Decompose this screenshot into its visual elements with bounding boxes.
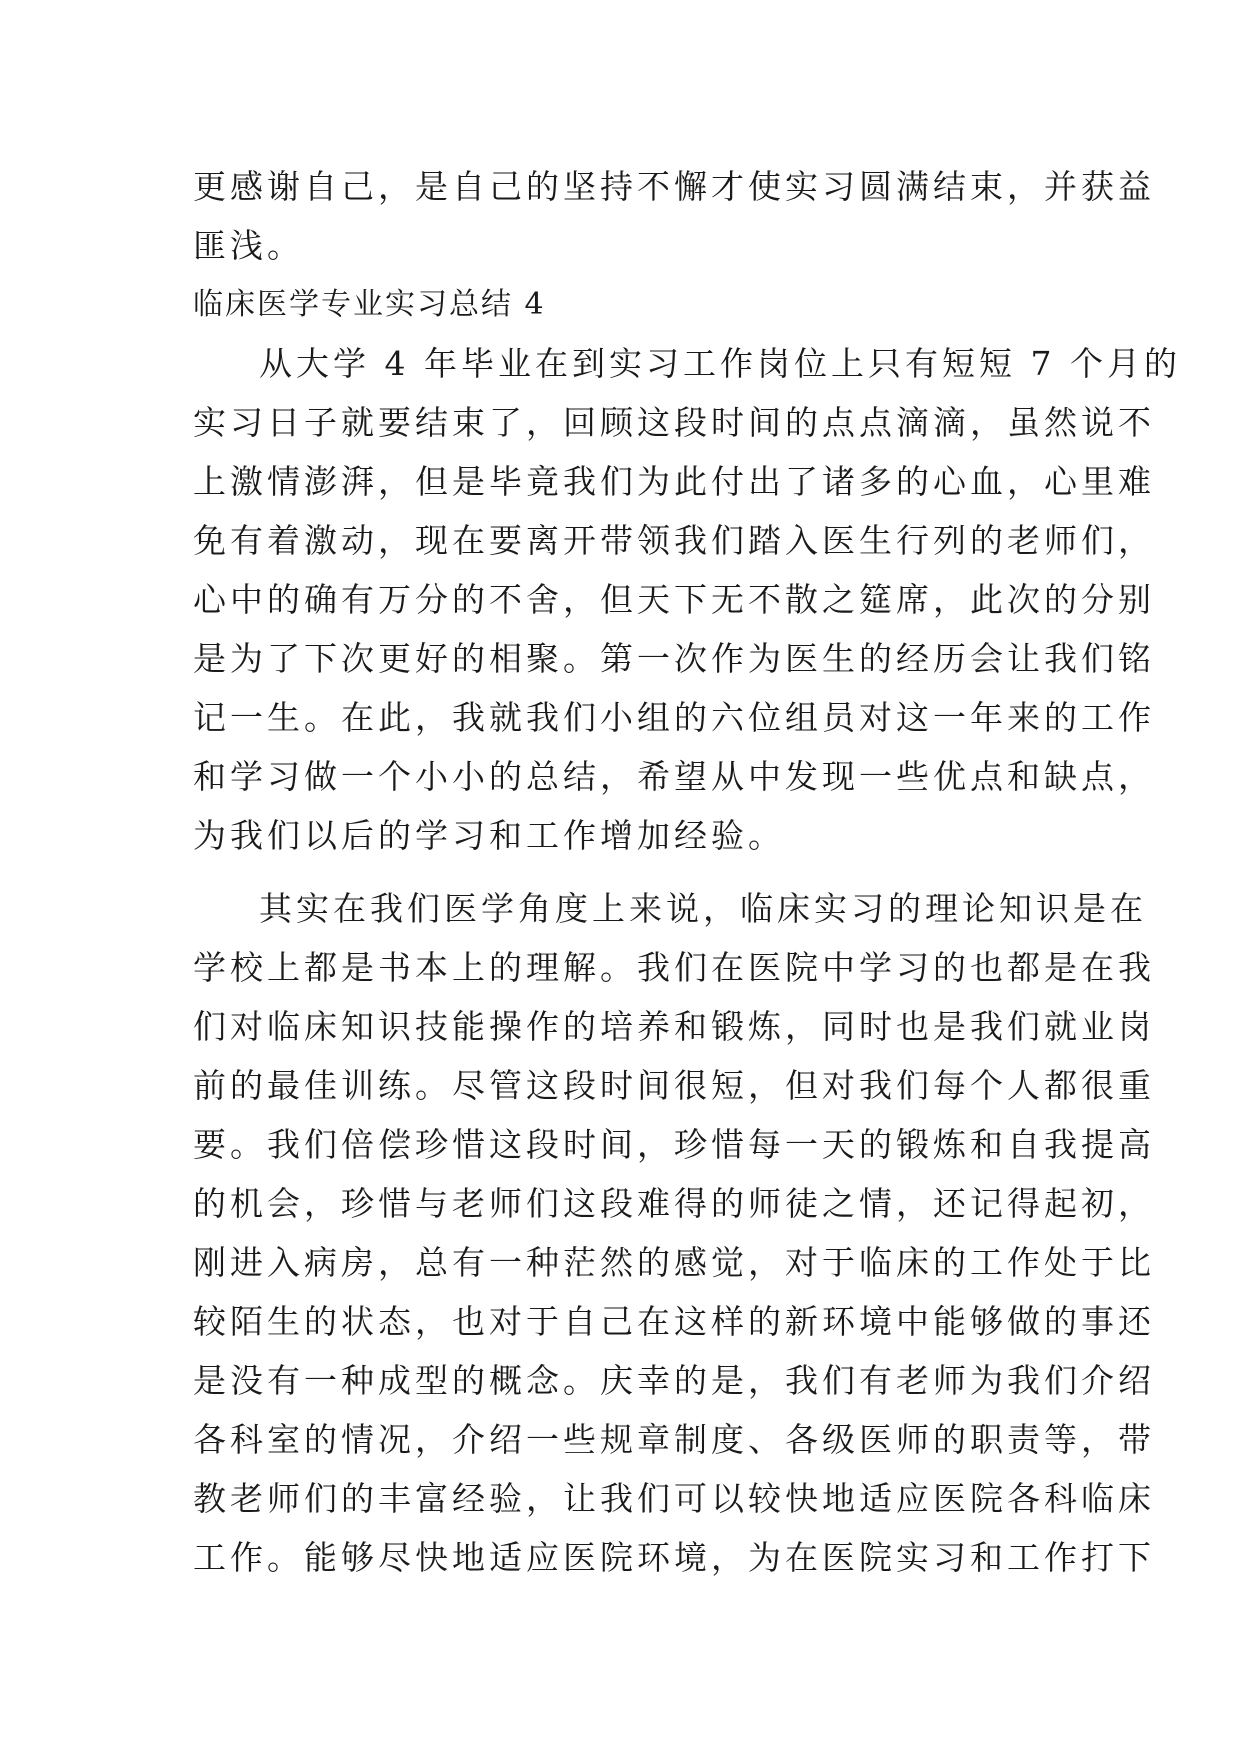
- text-line: 是没有一种成型的概念。庆幸的是，我们有老师为我们介绍: [193, 1361, 1155, 1400]
- text-line: 的机会，珍惜与老师们这段难得的师徒之情，还记得起初，: [193, 1184, 1155, 1223]
- text-line: 实习日子就要结束了，回顾这段时间的点点滴滴，虽然说不: [193, 403, 1155, 442]
- text-line: 教老师们的丰富经验，让我们可以较快地适应医院各科临床: [193, 1479, 1155, 1518]
- text-line: 心中的确有万分的不舍，但天下无不散之筵席，此次的分别: [193, 580, 1155, 619]
- text-line: 学校上都是书本上的理解。我们在医院中学习的也都是在我: [193, 948, 1155, 987]
- text-line: 从大学 4 年毕业在到实习工作岗位上只有短短 7 个月的: [259, 344, 1181, 383]
- section-title: 临床医学专业实习总结 4: [193, 287, 546, 322]
- paragraph-spacer: [193, 865, 1053, 879]
- text-line: 记一生。在此，我就我们小组的六位组员对这一年来的工作: [193, 698, 1155, 737]
- text-line: 们对临床知识技能操作的培养和锻炼，同时也是我们就业岗: [193, 1007, 1155, 1046]
- paragraph: [193, 334, 1181, 865]
- text-line: 各科室的情况，介绍一些规章制度、各级医师的职责等，带: [193, 1420, 1155, 1459]
- text-line: 是为了下次更好的相聚。第一次作为医生的经历会让我们铭: [193, 639, 1155, 678]
- text-line: 和学习做一个小小的总结，希望从中发现一些优点和缺点，: [193, 757, 1155, 796]
- paragraph: [193, 879, 1155, 1587]
- text-line: 刚进入病房，总有一种茫然的感觉，对于临床的工作处于比: [193, 1243, 1155, 1282]
- text-line: 较陌生的状态，也对于自己在这样的新环境中能够做的事还: [193, 1302, 1155, 1341]
- text-line: 要。我们倍偿珍惜这段时间，珍惜每一天的锻炼和自我提高: [193, 1125, 1155, 1164]
- text-line: 匪浅。: [193, 226, 304, 265]
- text-line: 上激情澎湃，但是毕竟我们为此付出了诸多的心血，心里难: [193, 462, 1155, 501]
- text-line: 其实在我们医学角度上来说，临床实习的理论知识是在: [259, 889, 1147, 928]
- text-line: 工作。能够尽快地适应医院环境，为在医院实习和工作打下: [193, 1538, 1155, 1577]
- text-line: 免有着激动，现在要离开带领我们踏入医生行列的老师们，: [193, 521, 1155, 560]
- text-line: 更感谢自己，是自己的坚持不懈才使实习圆满结束，并获益: [193, 167, 1155, 206]
- text-line: 为我们以后的学习和工作增加经验。: [193, 816, 785, 855]
- text-line: 前的最佳训练。尽管这段时间很短，但对我们每个人都很重: [193, 1066, 1155, 1105]
- document-body: [193, 157, 1181, 1587]
